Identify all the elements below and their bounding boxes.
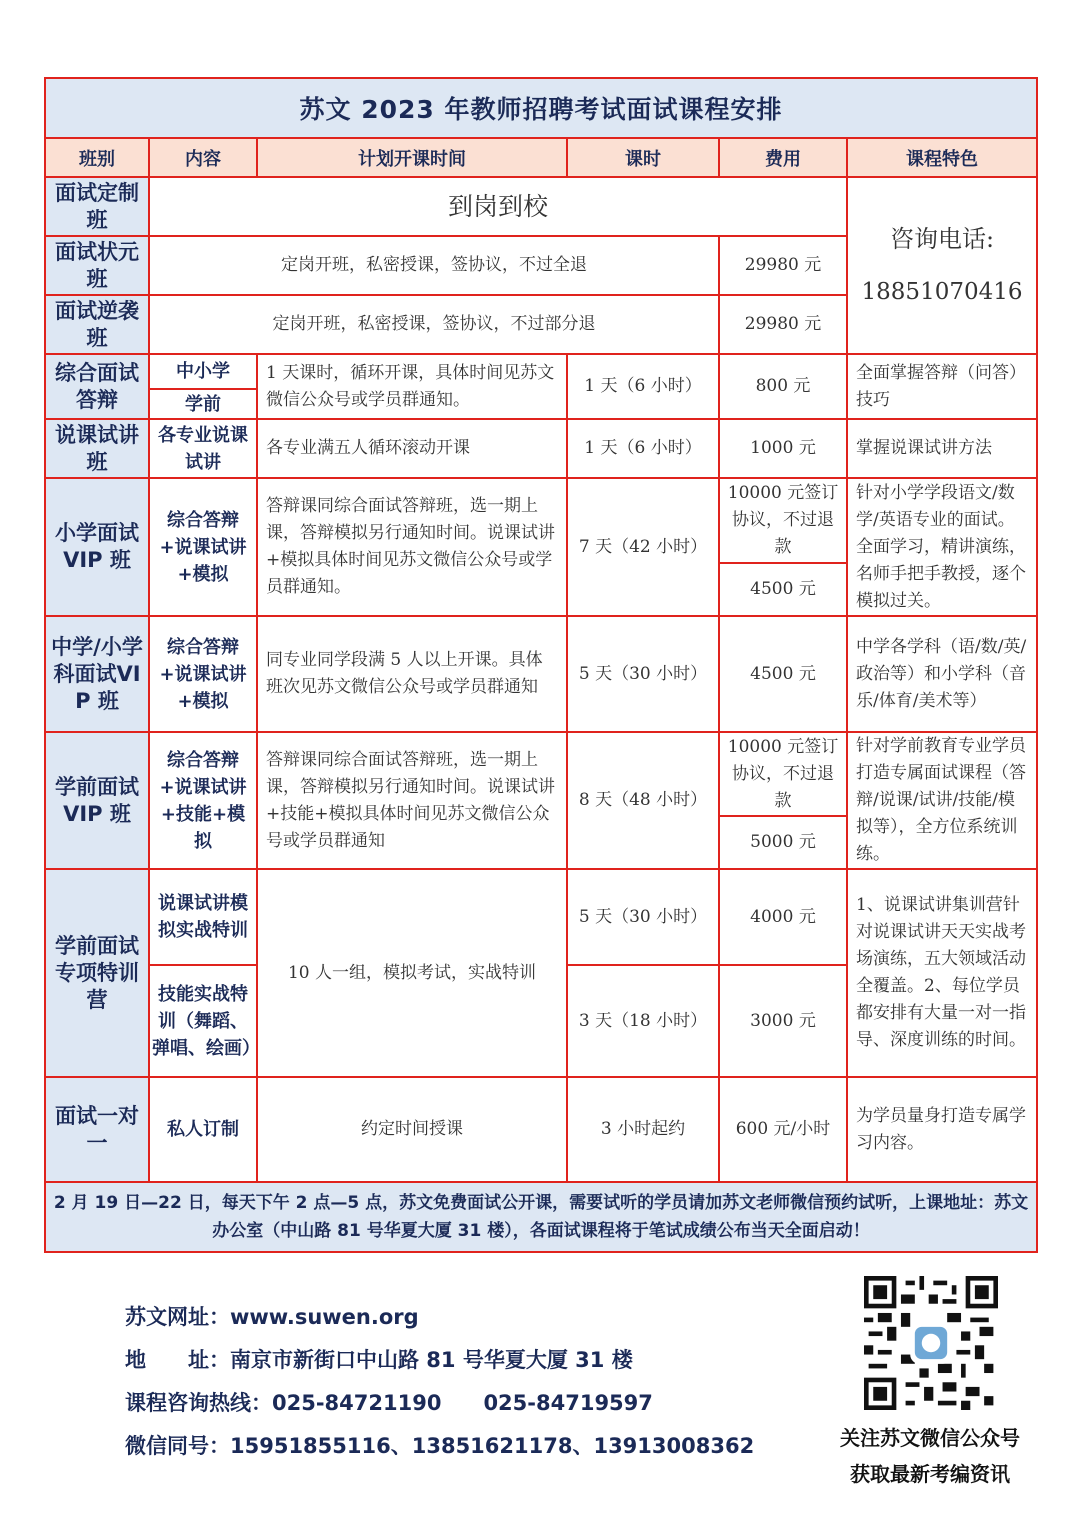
- table-row: [45, 419, 1037, 478]
- schedule-cell: 定岗开班，私密授课，签协议，不过部分退: [149, 295, 719, 354]
- header-class: 班别: [45, 138, 149, 177]
- table-row: [45, 1077, 1037, 1182]
- consult-phone: 18851070416: [861, 278, 1023, 305]
- class-cell: 学前面试VIP 班: [45, 732, 149, 869]
- hours-cell: 1 天（6 小时）: [567, 419, 719, 478]
- hours-cell: 8 天（48 小时）: [567, 732, 719, 869]
- header-schedule: 计划开课时间: [257, 138, 567, 177]
- class-cell: 综合面试答辩: [45, 354, 149, 419]
- header-content: 内容: [149, 138, 257, 177]
- hours-cell: 5 天（30 小时）: [567, 869, 719, 965]
- fee-cell: 29980 元: [719, 236, 847, 295]
- table-row: [45, 732, 1037, 816]
- header-hours: 课时: [567, 138, 719, 177]
- content-cell: 技能实战特训（舞蹈、弹唱、绘画）: [149, 965, 257, 1077]
- fee-cell: 10000 元签订协议，不过退款: [719, 478, 847, 563]
- qr-caption: [810, 1420, 1050, 1492]
- qr-caption-line1: 关注苏文微信公众号: [840, 1426, 1020, 1450]
- schedule-cell: 定岗开班，私密授课，签协议，不过全退: [149, 236, 719, 295]
- content-cell: 综合答辩+说课试讲+模拟: [149, 478, 257, 616]
- table-header: [45, 138, 1037, 177]
- content-cell: 说课试讲模拟实战特训: [149, 869, 257, 965]
- fee-cell: 10000 元签订协议，不过退款: [719, 732, 847, 816]
- fee-cell: 600 元/小时: [719, 1077, 847, 1182]
- class-cell: 中学/小学科面试VIP 班: [45, 616, 149, 732]
- feature-cell: 1、说课试讲集训营针对说课试讲天天实战考场演练，五大领域活动全覆盖。2、每位学员都安排有大量一对一指导、深度训练的时间。: [847, 869, 1037, 1077]
- header-fee: 费用: [719, 138, 847, 177]
- table-row: [45, 869, 1037, 965]
- fee-cell: 1000 元: [719, 419, 847, 478]
- contact-info: [125, 1296, 754, 1468]
- header-feature: 课程特色: [847, 138, 1037, 177]
- schedule-cell: 1 天课时，循环开课，具体时间见苏文微信公众号或学员群通知。: [257, 354, 567, 419]
- class-cell: 小学面试VIP 班: [45, 478, 149, 616]
- fee-cell: 3000 元: [719, 965, 847, 1077]
- qr-code-icon: [864, 1276, 998, 1410]
- hours-cell: 7 天（42 小时）: [567, 478, 719, 616]
- feature-cell: 中学各学科（语/数/英/政治等）和小学科（音乐/体育/美术等）: [847, 616, 1037, 732]
- class-cell: 面试定制班: [45, 177, 149, 236]
- fee-cell: 800 元: [719, 354, 847, 419]
- page-title: 苏文 2023 年教师招聘考试面试课程安排: [45, 78, 1037, 138]
- schedule-cell: 10 人一组，模拟考试，实战特训: [257, 869, 567, 1077]
- feature-cell: 全面掌握答辩（问答）技巧: [847, 354, 1037, 419]
- course-table: [44, 77, 1038, 1253]
- schedule-sheet: [44, 77, 1036, 1253]
- hours-cell: 1 天（6 小时）: [567, 354, 719, 419]
- content-cell: 各专业说课试讲: [149, 419, 257, 478]
- schedule-cell: 各专业满五人循环滚动开课: [257, 419, 567, 478]
- wechat-line: 微信同号：15951855116、13851621178、13913008362: [125, 1434, 755, 1458]
- fee-cell: 4500 元: [719, 616, 847, 732]
- hotline-line: 课程咨询热线：025-84721190 025-84719597: [125, 1391, 653, 1415]
- class-cell: 学前面试专项特训营: [45, 869, 149, 1077]
- fee-cell: 4000 元: [719, 869, 847, 965]
- hours-cell: 3 天（18 小时）: [567, 965, 719, 1077]
- hours-cell: 3 小时起约: [567, 1077, 719, 1182]
- feature-cell: 针对小学学段语文/数学/英语专业的面试。全面学习，精讲演练，名师手把手教授，逐个模拟过关。: [847, 478, 1037, 616]
- hours-cell: 5 天（30 小时）: [567, 616, 719, 732]
- content-cell: 综合答辩+说课试讲+技能+模拟: [149, 732, 257, 869]
- class-cell: 面试逆袭班: [45, 295, 149, 354]
- fee-cell: 4500 元: [719, 563, 847, 616]
- content-cell: 综合答辩+说课试讲+模拟: [149, 616, 257, 732]
- class-cell: 面试一对一: [45, 1077, 149, 1182]
- consult-label: 咨询电话:: [889, 224, 995, 253]
- fee-cell: 29980 元: [719, 295, 847, 354]
- fee-cell: 5000 元: [719, 816, 847, 869]
- schedule-cell: 同专业同学段满 5 人以上开课。具体班次见苏文微信公众号或学员群通知: [257, 616, 567, 732]
- website-line: 苏文网址：www.suwen.org: [125, 1305, 419, 1329]
- consult-cell: [847, 177, 1037, 354]
- notice-row: [45, 1182, 1037, 1252]
- table-row: [45, 616, 1037, 732]
- class-cell: 说课试讲班: [45, 419, 149, 478]
- feature-cell: 针对学前教育专业学员打造专属面试课程（答辩/说课/试讲/技能/模拟等），全方位系统训练。: [847, 732, 1037, 869]
- class-cell: 面试状元班: [45, 236, 149, 295]
- content-cell: 学前: [149, 389, 257, 419]
- content-cell: 中小学: [149, 354, 257, 389]
- table-row: [45, 354, 1037, 389]
- qr-caption-line2: 获取最新考编资讯: [850, 1462, 1010, 1486]
- feature-cell: 为学员量身打造专属学习内容。: [847, 1077, 1037, 1182]
- content-cell: 私人订制: [149, 1077, 257, 1182]
- schedule-cell: 约定时间授课: [257, 1077, 567, 1182]
- table-row: [45, 177, 1037, 236]
- address-line: 地 址：南京市新街口中山路 81 号华夏大厦 31 楼: [125, 1348, 633, 1372]
- table-row: [45, 478, 1037, 563]
- schedule-cell: 到岗到校: [149, 177, 847, 236]
- schedule-cell: 答辩课同综合面试答辩班，选一期上课，答辩模拟另行通知时间。说课试讲+模拟具体时间见苏文微信公众号或学员群通知。: [257, 478, 567, 616]
- schedule-cell: 答辩课同综合面试答辩班，选一期上课，答辩模拟另行通知时间。说课试讲+技能+模拟具体时间见苏文微信公众号或学员群通知: [257, 732, 567, 869]
- notice-text: 2 月 19 日—22 日，每天下午 2 点—5 点，苏文免费面试公开课，需要试听的学员请加苏文老师微信预约试听，上课地址：苏文办公室（中山路 81 号华夏大厦 31 楼），各面试课程将于笔试成绩公布当天全面启动！: [45, 1182, 1037, 1252]
- feature-cell: 掌握说课试讲方法: [847, 419, 1037, 478]
